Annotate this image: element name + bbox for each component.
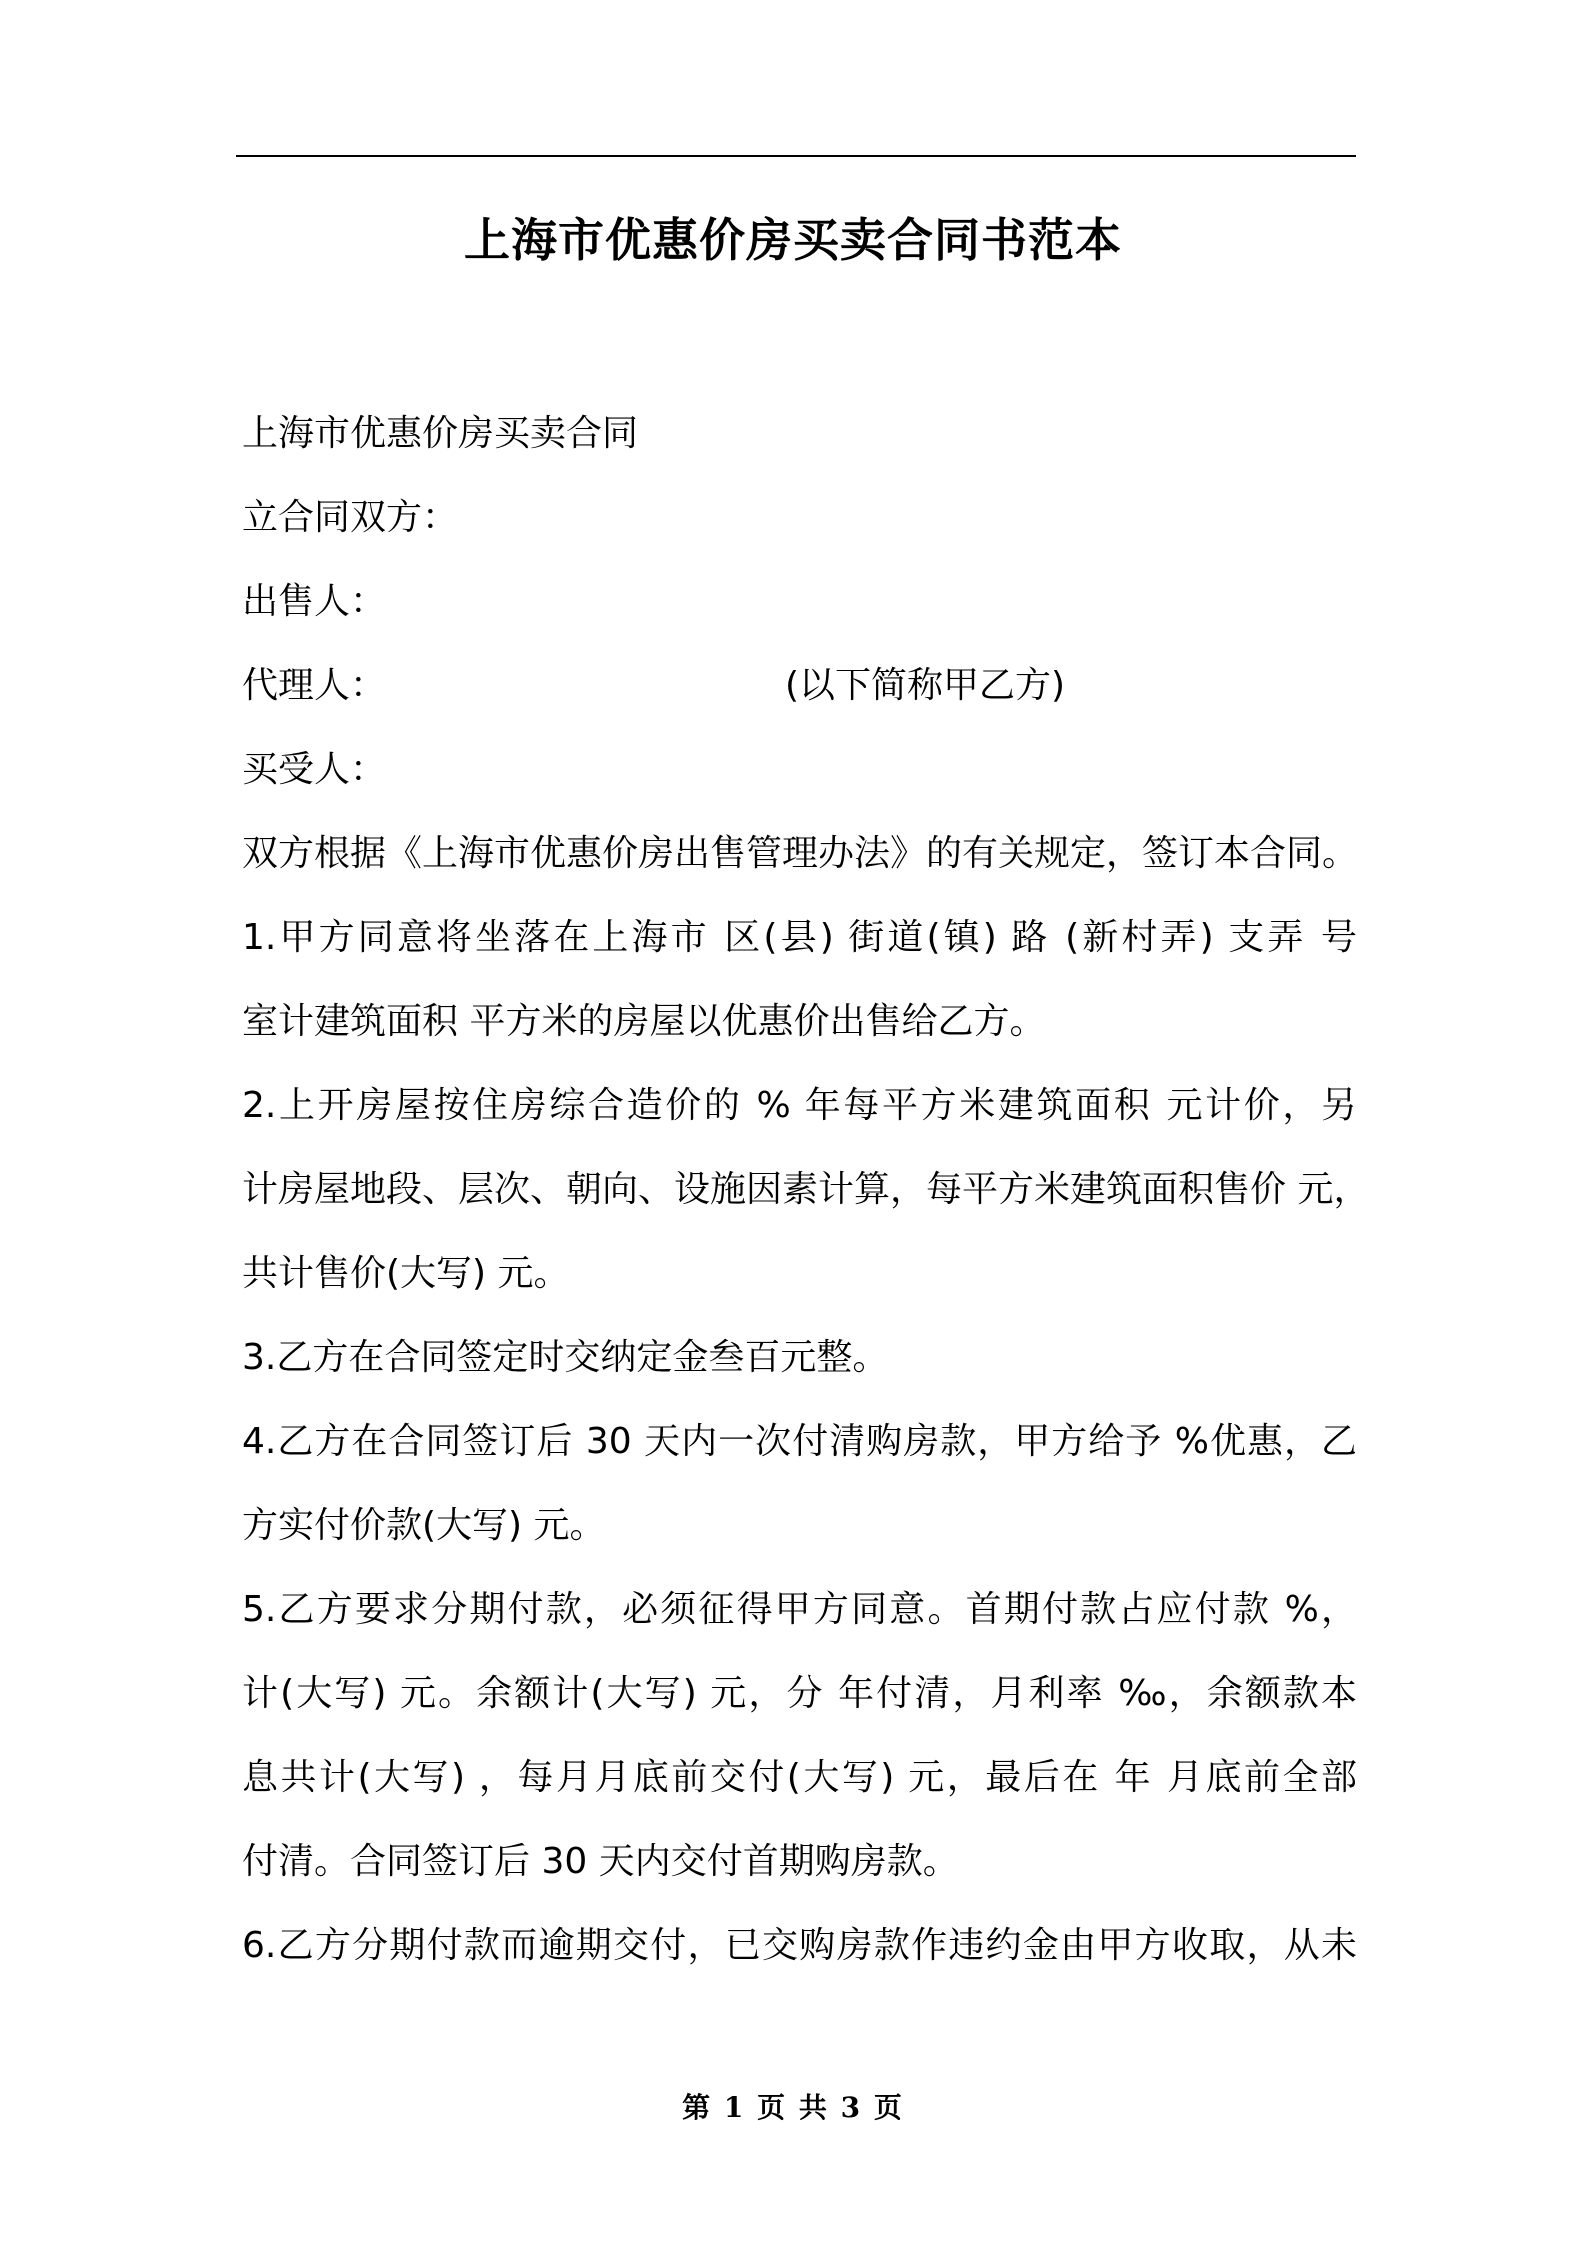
clause-5-line-4: 付清。合同签订后 30 天内交付首期购房款。: [242, 1841, 959, 1882]
page-number-footer: 第 1 页 共 3 页: [682, 2091, 904, 2124]
preamble-paragraph: 双方根据《上海市优惠价房出售管理办法》的有关规定，签订本合同。: [242, 833, 1359, 874]
clause-4-line-1: 4.乙方在合同签订后 30 天内一次付清购房款，甲方给予 %优惠，乙: [242, 1421, 1357, 1462]
buyer-label: 买受人：: [242, 749, 387, 790]
clause-2-line-1: 2.上开房屋按住房综合造价的 % 年每平方米建筑面积 元计价，另: [242, 1085, 1357, 1126]
document-title: 上海市优惠价房买卖合同书范本: [464, 213, 1122, 267]
clause-1-line-2: 室计建筑面积 平方米的房屋以优惠价出售给乙方。: [242, 1001, 1046, 1042]
parties-heading: 立合同双方：: [242, 497, 459, 538]
clause-5-line-2: 计(大写) 元。余额计(大写) 元，分 年付清，月利率 ‰，余额款本: [242, 1673, 1357, 1714]
clause-4-line-2: 方实付价款(大写) 元。: [242, 1505, 606, 1546]
agent-label: 代理人：: [242, 665, 387, 706]
clause-2-line-3: 共计售价(大写) 元。: [242, 1253, 570, 1294]
clause-1-line-1: 1.甲方同意将坐落在上海市 区(县) 街道(镇) 路 (新村弄) 支弄 号: [242, 917, 1357, 958]
parties-abbreviation-note: (以下简称甲乙方): [785, 665, 1066, 706]
clause-6-line-1: 6.乙方分期付款而逾期交付，已交购房款作违约金由甲方收取，从未: [242, 1925, 1357, 1966]
clause-5-line-1: 5.乙方要求分期付款，必须征得甲方同意。首期付款占应付款 %，: [242, 1589, 1357, 1630]
clause-2-line-2: 计房屋地段、层次、朝向、设施因素计算，每平方米建筑面积售价 元，: [242, 1169, 1370, 1210]
seller-label: 出售人：: [242, 581, 387, 622]
clause-5-line-3: 息共计(大写) ，每月月底前交付(大写) 元，最后在 年 月底前全部: [242, 1757, 1357, 1798]
header-rule: [236, 155, 1356, 157]
contract-subtitle: 上海市优惠价房买卖合同: [242, 413, 639, 454]
clause-3: 3.乙方在合同签定时交纳定金叁百元整。: [242, 1337, 889, 1378]
